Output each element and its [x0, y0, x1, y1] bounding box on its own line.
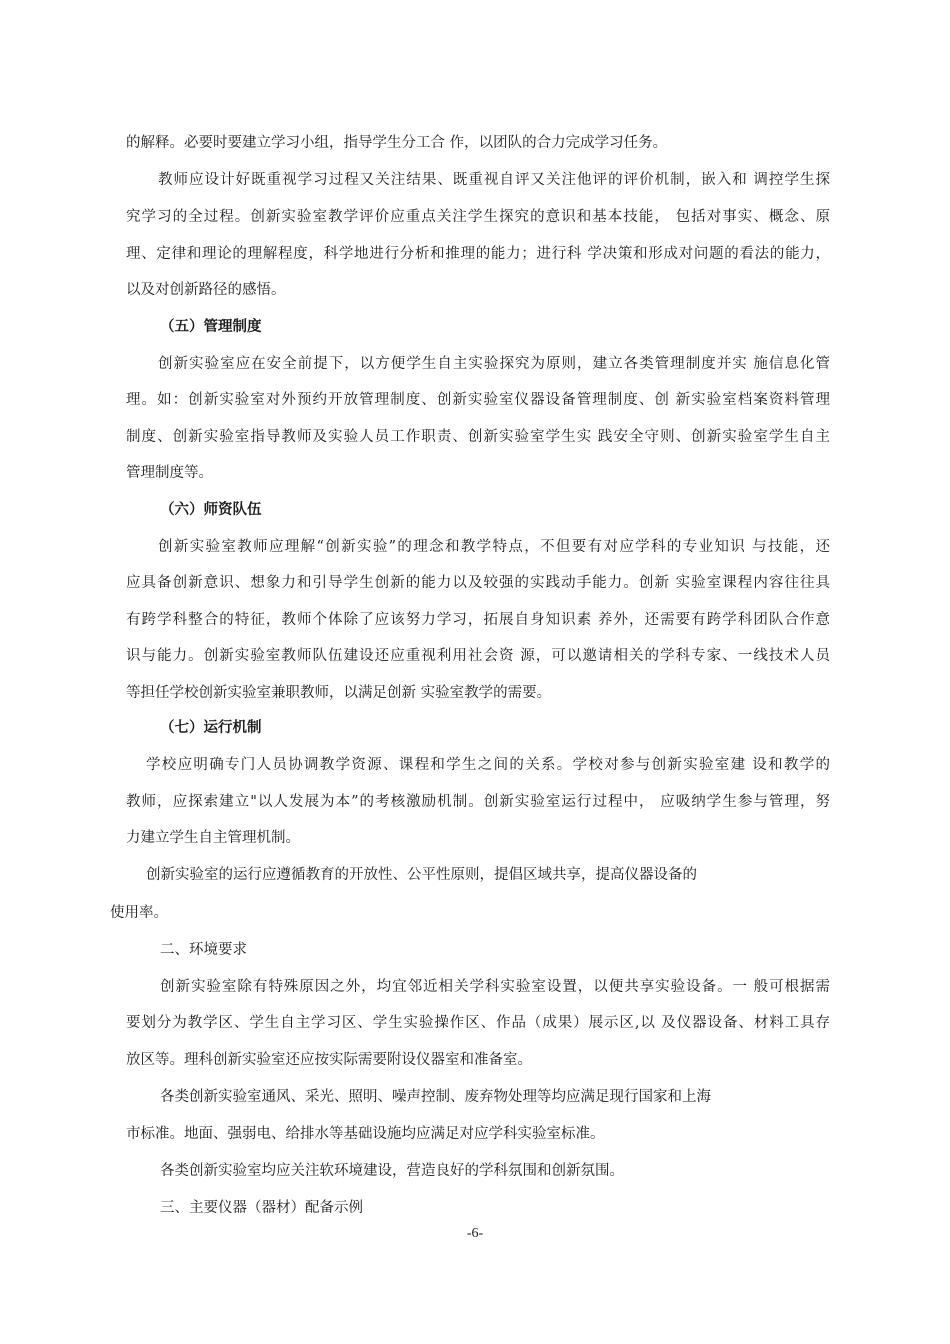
paragraph-line: 以及对创新路径的感悟。 — [126, 282, 286, 298]
paragraph-line: 创新实验室教师应理解“创新实验”的理念和教学特点，不但要有对应学科的专业知识 与技能，还 — [158, 539, 830, 555]
paragraph-line: 有跨学科整合的特征，教师个体除了应该努力学习，拓展自身知识素 养外，还需要有跨学科团队合作意 — [126, 612, 830, 628]
paragraph-line: 教师应设计好既重视学习过程又关注结果、既重视自评又关注他评的评价机制，嵌入和 调控学生探 — [158, 172, 830, 188]
section-heading: （七）运行机制 — [160, 719, 262, 736]
section-heading: （五）管理制度 — [160, 318, 262, 335]
paragraph-line: 要划分为教学区、学生自主学习区、学生实验操作区、作品（成果）展示区,以 及仪器设备、材料工具存 — [126, 1015, 830, 1031]
paragraph-line: 创新实验室的运行应遵循教育的开放性、公平性原则，提倡区域共享，提高仪器设备的 — [146, 867, 697, 883]
paragraph-line: 理、定律和理论的理解程度，科学地进行分析和推理的能力；进行科 学决策和形成对问题的看法的能力， — [126, 246, 830, 262]
paragraph-line: 制度、创新实验室指导教师及实验人员工作职责、创新实验室学生实 践安全守则、创新实验室学生自主 — [126, 429, 830, 445]
section-heading: （六）师资队伍 — [160, 501, 262, 518]
paragraph-line: 力建立学生自主管理机制。 — [126, 830, 300, 846]
paragraph-line: 应具备创新意识、想象力和引导学生创新的能力以及较强的实践动手能力。创新 实验室课程内容往往具 — [126, 575, 830, 591]
paragraph-line: 放区等。理科创新实验室还应按实际需要附设仪器室和准备室。 — [126, 1052, 532, 1068]
paragraph-line: 各类创新实验室通风、采光、照明、噪声控制、废弃物处理等均应满足现行国家和上海 — [160, 1089, 711, 1105]
paragraph-line: 创新实验室应在安全前提下，以方便学生自主实验探究为原则，建立各类管理制度并实 施信息化管 — [158, 356, 830, 372]
paragraph-line: 市标准。地面、强弱电、给排水等基础设施均应满足对应学科实验室标准。 — [126, 1126, 605, 1142]
paragraph-line: 理。如：创新实验室对外预约开放管理制度、创新实验室仪器设备管理制度、创 新实验室档案资料管理 — [126, 392, 830, 408]
section-heading: 三、主要仪器（器材）配备示例 — [160, 1200, 363, 1216]
paragraph-line: 学校应明确专门人员协调教学资源、课程和学生之间的关系。学校对参与创新实验室建 设和教学的 — [146, 757, 830, 773]
paragraph-line: 等担任学校创新实验室兼职教师，以满足创新 实验室教学的需要。 — [126, 685, 552, 701]
section-heading: 二、环境要求 — [160, 942, 247, 958]
paragraph-line: 使用率。 — [110, 905, 168, 921]
paragraph-line: 识与能力。创新实验室教师队伍建设还应重视利用社会资 源，可以邀请相关的学科专家、一线技术人员 — [126, 648, 830, 664]
paragraph-line: 教师，应探索建立"以人发展为本”的考核激励机制。创新实验室运行过程中， 应吸纳学生参与管理，努 — [126, 794, 830, 810]
paragraph-line: 各类创新实验室均应关注软环境建设，营造良好的学科氛围和创新氛围。 — [160, 1163, 624, 1179]
page-number: -6- — [466, 1226, 484, 1241]
paragraph-line: 的解释。必要时要建立学习小组，指导学生分工合 作，以团队的合力完成学习任务。 — [126, 135, 668, 151]
paragraph-line: 究学习的全过程。创新实验室教学评价应重点关注学生探究的意识和基本技能， 包括对事实、概念、原 — [126, 209, 830, 225]
paragraph-line: 创新实验室除有特殊原因之外，均宜邻近相关学科实验室设置，以便共享实验设备。一 般可根据需 — [160, 979, 830, 995]
paragraph-line: 管理制度等。 — [126, 465, 213, 481]
